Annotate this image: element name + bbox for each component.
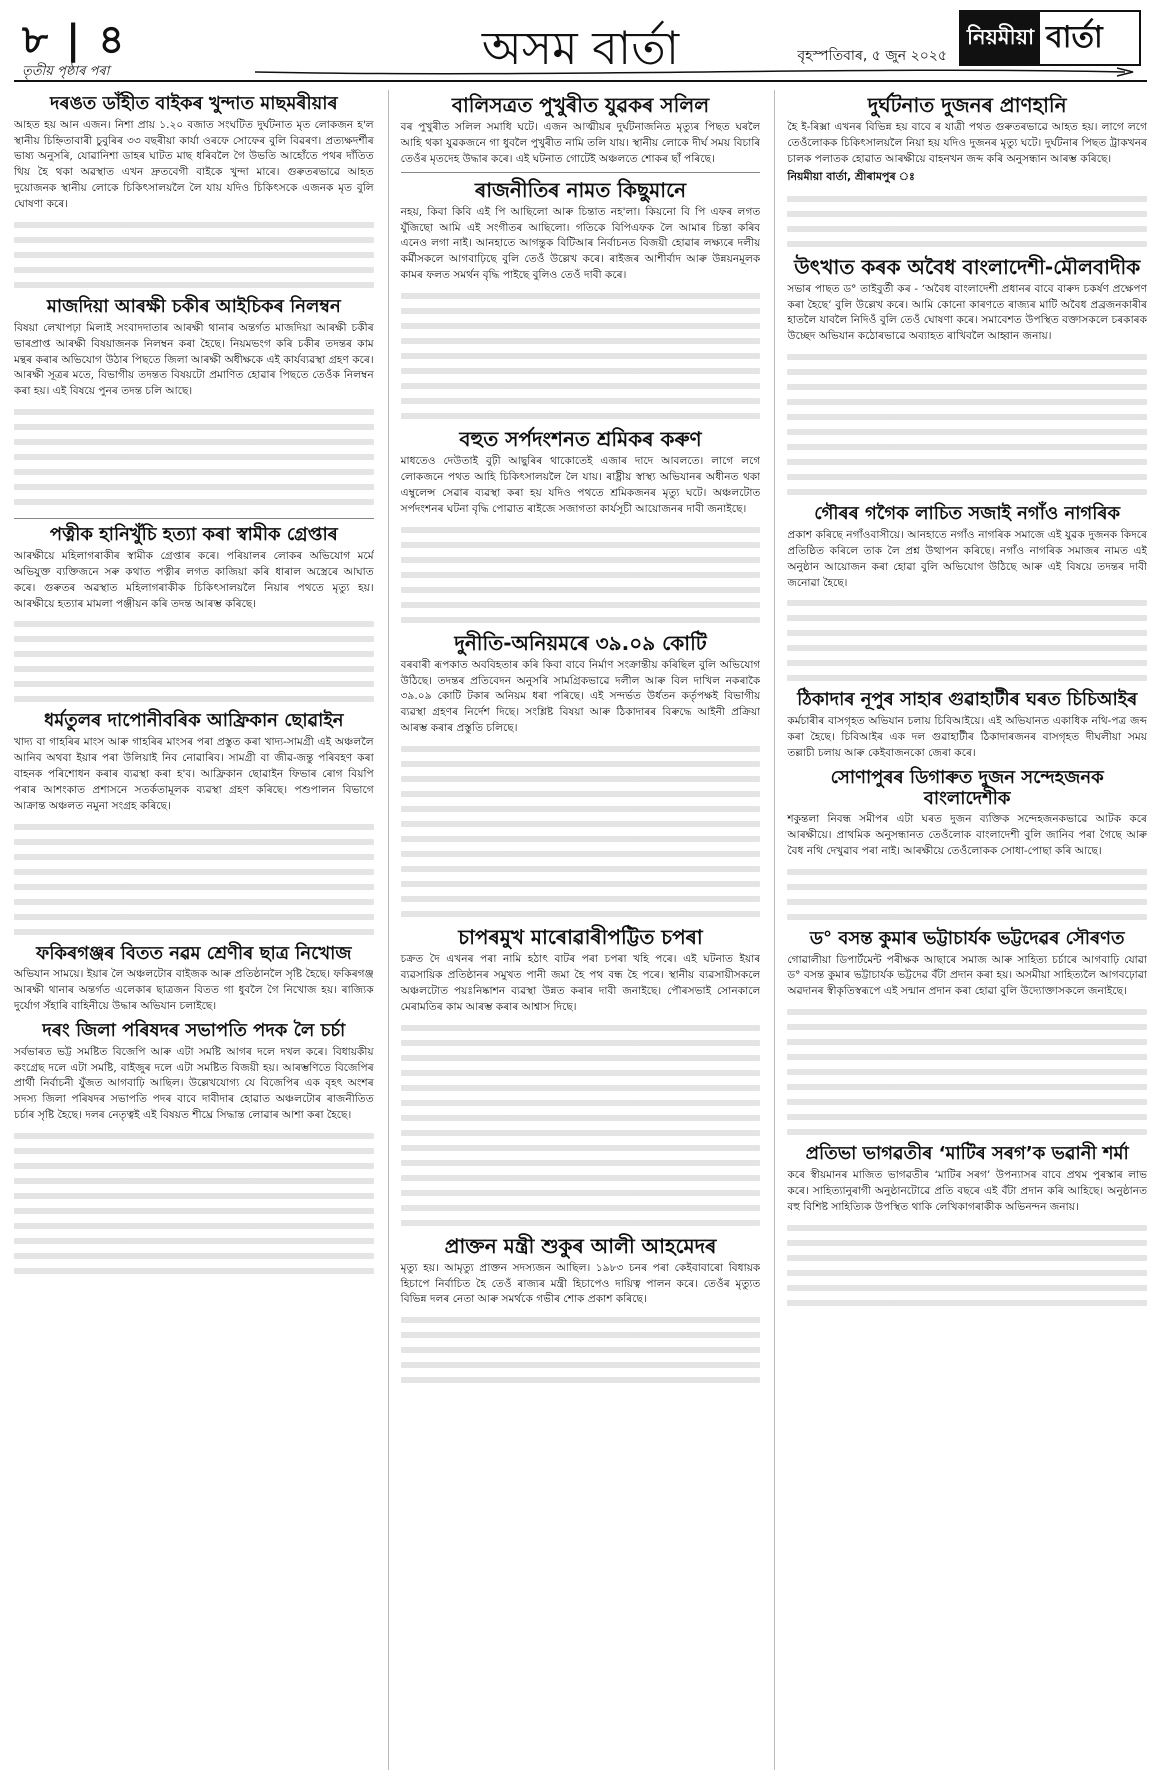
- article-body: হৈ ই-ৰিক্সা এখনৰ বিভিন্ন হয় বাবে ৰ যাত্ৰী পথত গুৰুতৰভাৱে আহত হয়। লাগে লগে তেওঁলোকক চিকিৎসালয়লৈ নিয়া হয় যদিও দুজনৰ মৃত্যু ঘটে। দুৰ্ঘটনাৰ পিছত ট্ৰাকখনৰ চালক পলাতক হোৱাত আৰক্ষীয়ে বাহনখন জব্দ কৰি অনুসন্ধান আৰম্ভ কৰিছে।: [787, 121, 1148, 165]
- column-3: [774, 90, 1147, 1770]
- article-body: সভাৰ পাছত ড° তাইবুৰ্তী কৰ ‑ ‘অবৈধ বাংলাদেশী প্ৰধানৰ বাবে বাৰুদ চকৰ্ষণ প্ৰক্ষেপণ কৰা হৈছে’ বুলি উল্লেখ কৰে। আমি কোনো কাৰণতে ৰাজ্যৰ মাটি অবৈধ প্ৰব্ৰজনকাৰীৰ হাতলৈ যাবলৈ নিদিওঁ বুলি তেওঁ ঘোষণা কৰে। সমাবেশত উপস্থিত বক্তাসকলে চৰকাৰক উচ্ছেদ অভিযান কঠোৰভাৱে অব্যাহত ৰাখিবলৈ আহ্বান জনায়।: [787, 282, 1148, 343]
- article: [14, 711, 374, 934]
- article: [787, 1144, 1147, 1305]
- continued-from-label: তৃতীয় পৃষ্ঠাৰ পৰা: [22, 64, 110, 79]
- article-headline: দৰঙত ডাঁহীত বাইকৰ খুন্দাত মাছমৰীয়াৰ: [50, 93, 338, 114]
- article-body: কৰ্মচাৰীৰ বাসগৃহত অভিযান চলায় চিবিআইয়ে। এই অভিযানত একাধিক নথি-পত্ৰ জব্দ কৰা হৈছে। চিবিআইৰ এক দল গুৱাহাটীৰ ঠিকাদাৰজনৰ বাসগৃহত দীঘলীয়া সময় তল্লাচী চলায় আৰু কেইবাজনকো জেৰা কৰে।: [787, 715, 1148, 759]
- article-body: বৰ পুখুৰীত সলিল সমাধি ঘটে। এজন আত্মীয়ৰ দুৰ্ঘটনাজনিত মৃত্যুৰ পিছত ঘৰলৈ আহি থকা যুৱকজনে গা ধুবলৈ পুখুৰীত নামি তলি যায়। স্থানীয় লোকে দীৰ্ঘ সময় বিচাৰি তেওঁৰ মৃতদেহ উদ্ধাৰ কৰে। এই ঘটনাত গোটেই অঞ্চলতে শোকৰ ছাঁ পৰিছে।: [400, 121, 761, 165]
- article: [401, 926, 761, 1226]
- article-headline: প্ৰাক্তন মন্ত্ৰী শুকুৰ আলী আহমেদৰ: [444, 1233, 717, 1258]
- article-headline: ধৰ্মতুলৰ দাপোনীবৰিক আফ্ৰিকান ছোৱাইন: [44, 710, 344, 732]
- article-text-continuation: [401, 527, 761, 623]
- newspaper-logo: [959, 10, 1141, 66]
- article: [401, 1235, 761, 1384]
- article-text-continuation: [401, 1025, 761, 1226]
- article-text-continuation: [787, 354, 1147, 495]
- masthead: [14, 0, 1147, 82]
- article-headline: উৎখাত কৰক অবৈধ বাংলাদেশী-মৌলবাদীক: [794, 254, 1141, 279]
- article-headline: বালিসত্ৰত পুখুৰীত যুৱকৰ সলিল: [451, 93, 710, 117]
- article-text-continuation: [14, 1133, 374, 1274]
- article-text-continuation: [14, 621, 374, 702]
- article-headline: গৌৰৰ গগৈক লাচিত সজাই নগাঁও নাগৰিক: [814, 503, 1121, 525]
- article: [14, 1021, 374, 1274]
- columns: [14, 82, 1147, 1770]
- article-headline: সোণাপুৰৰ ডিগাৰুত দুজন সন্দেহজনক বাংলাদেশীক: [830, 766, 1104, 809]
- article-body: কৰে স্বীয়মানৰ মাজিত ভাগৱতীৰ ‘মাটিৰ সৰগ’ উপন্যাসৰ বাবে প্ৰথম পুৰস্কাৰ লাভ কৰে। সাহিত্যানুৰাগী অনুষ্ঠানটোৱে প্ৰতি বছৰে এই বঁটা প্ৰদান কৰি আহিছে। অনুষ্ঠানত বহু বিশিষ্ট সাহিত্যিক উপস্থিত থাকি লেখিকাগৰাকীক অভিনন্দন জনায়।: [787, 1168, 1148, 1213]
- article-text-continuation: [787, 869, 1147, 920]
- article: [14, 525, 374, 702]
- article-body: আহত হয় আন এজন। নিশা প্ৰায় ১.২০ বজাত সংঘটিত দুৰ্ঘটনাত মৃত লোকজন হ'ল স্থানীয় চিহ্নিতাবাৰী চুবুৰিৰ ৩৩ বছৰীয়া কাৰ্যা ওৰফে সোফেৰ বুলি বিৱৰণ। প্ৰত্যক্ষদৰ্শীৰ ভাষ্য অনুসৰি, যোৱানিশা ডাহৰ ঘাটত মাছ ধৰিবলৈ গৈ উভতি আহোঁতে পথৰ দাঁতিত থিয় হৈ থকা অৱস্থাত এখন দ্ৰুতবেগী বাইকে খুন্দা মাৰে। গুৰুতৰভাৱে আহত দুয়োজনক স্থানীয় লোকে চিকিৎসালয়লৈ লৈ যায় যদিও চিকিৎসকে এজনক মৃত বুলি ঘোষণা কৰে।: [14, 118, 374, 211]
- article-headline: দুৰ্ঘটনাত দুজনৰ প্ৰাণহানি: [867, 93, 1067, 117]
- column-1: [14, 90, 374, 1770]
- logo-right-text: বাৰ্তা: [1046, 19, 1103, 55]
- article-headline: চাপৰমুখ মাৰোৱাৰীপট্টিত চপৰা: [458, 925, 703, 950]
- article-headline: প্ৰতিভা ভাগৱতীৰ ‘মাটিৰ সৰগ’ক ভৱানী শৰ্মা: [805, 1143, 1129, 1165]
- article: [14, 297, 374, 519]
- article-body: গোৱালীয়া ডিপাৰ্টমেন্ট পৰীক্ষক আছাৰে সমাজ আৰু সাহিত্য চৰ্চাৰে আগবাঢ়ি যোৱা ড° বসন্ত কুমাৰ ভট্টাচাৰ্যক ভট্টদেৱ বঁটা প্ৰদান কৰা হয়। অসমীয়া সাহিত্যলৈ আগবঢ়োৱা অৱদানৰ স্বীকৃতিস্বৰূপে এই সন্মান প্ৰদান কৰা হোৱা বুলি উদ্যোক্তাসকলে জনাইছে।: [787, 953, 1148, 998]
- article-body: মৃত্যু হয়। আমৃত্যু প্ৰাক্তন সদস্যজন আছিল। ১৯৮৩ চনৰ পৰা কেইবাবাৰো বিধায়ক হিচাপে নিৰ্বাচিত হৈ তেওঁ ৰাজ্যৰ মন্ত্ৰী হিচাপেও দায়িত্ব পালন কৰে। তেওঁৰ মৃত্যুত বিভিন্ন দলৰ নেতা আৰু সমৰ্থকে গভীৰ শোক প্ৰকাশ কৰিছে।: [400, 1261, 761, 1306]
- article-body: সৰ্বভাৰত ভট্ট সমষ্টিত বিজেপি আৰু এটা সমষ্টি আগৰ দলে দখল কৰে। বিধায়কীয় কংগ্ৰেছ দলে এটা সমষ্টি, বাইজুৰ দলে এটা সমষ্টিত বিজয়ী হয়। আৰম্ভণিতে বিজেপিৰ প্ৰাৰ্থী নিৰ্বাচনী যুঁজত আগবাঢ়ি আছিল। উল্লেখযোগ্য যে বিজেপিৰ এক বৃহৎ অংশৰ সদস্য জিলা পৰিষদৰ সভাপতি পদৰ বাবে দাবীদাৰ হোৱাত অঞ্চলটোৰ ৰাজনীতিত চৰ্চাৰ সৃষ্টি হৈছে। দলৰ নেতৃত্বই এই বিষয়ত শীঘ্ৰে সিদ্ধান্ত লোৱাৰ আশা কৰা হৈছে।: [14, 1045, 374, 1122]
- article: [787, 504, 1147, 681]
- article-text-continuation: [14, 222, 374, 288]
- article-byline: নিয়মীয়া বাৰ্তা, শ্ৰীৰামপুৰ ঃ: [787, 169, 915, 183]
- article: [401, 179, 761, 419]
- article-body: অভিযান সাময়ে। ইয়াৰ লৈ অঞ্চলটোৰ বাইজক আৰু প্ৰতিষ্ঠানলৈ সৃষ্টি হৈছে। ফকিৰগঞ্জ আৰক্ষী থানাৰ অন্তৰ্গত এলেকাৰ ছাত্ৰজন বিতত গা ধুবলৈ গৈ নিখোজ হয়। ৰাজ্যিক দুৰ্যোগ সঁহাৰি বাহিনীয়ে উদ্ধাৰ অভিযান চলাইছে।: [14, 968, 374, 1013]
- article-body: বৰবাৰী ৰূপকাত অববিহতাৰ কৰি কিবা বাবে নিৰ্মাণ সংক্ৰান্তীয় কৰিছিল বুলি অভিযোগ উঠিছে। তদন্তৰ প্ৰতিবেদন অনুসৰি সামগ্ৰিকভাৱে দলীল আৰু বিল দাখিল নকৰাকৈ ৩৯.০৯ কোটি টকাৰ অনিয়ম ধৰা পৰিছে। এই সন্দৰ্ভত উৰ্ধতন কৰ্তৃপক্ষই বিভাগীয় ব্যৱস্থা গ্ৰহণৰ নিৰ্দেশ দিছে। সংশ্লিষ্ট বিষয়া আৰু ঠিকাদাৰৰ বিৰুদ্ধে আইনী প্ৰক্ৰিয়া আৰম্ভ কৰাৰ প্ৰস্তুতি চলিছে।: [400, 658, 761, 735]
- article-headline: পত্নীক হানিখুঁচি হত্যা কৰা স্বামীক গ্ৰেপ্তাৰ: [49, 524, 338, 546]
- article-text-continuation: [787, 600, 1147, 681]
- logo-left-text: নিয়মীয়া: [961, 12, 1040, 64]
- article-text-continuation: [787, 1009, 1147, 1135]
- article-body: মাধতেও দেউতাই বুঢ়ী আছুৰিৰ থাকোতেই এজাৰ দাদে আবলতে। লাগে লগে লোকজনে পথত আহি চিকিৎসালয়লৈ লৈ যায়। ৰাষ্ট্ৰীয় স্বাস্থ্য অভিযানৰ অধীনত থকা এম্বুলেন্স সেৱাৰ ব্যৱস্থা কৰা হয় যদিও পথতে শ্ৰমিকজনৰ মৃত্যু ঘটে। অঞ্চলটোত সৰ্পদংশনৰ ঘটনা বৃদ্ধি পোৱাত ৰাইজে সজাগতা কাৰ্যসূচী আয়োজনৰ দাবী জনাইছে।: [400, 455, 761, 515]
- article-headline: দৰং জিলা পৰিষদৰ সভাপতি পদক লৈ চৰ্চা: [42, 1019, 346, 1041]
- article-text-continuation: [401, 293, 761, 419]
- article: [787, 94, 1147, 247]
- article-headline: মাজদিয়া আৰক্ষী চকীৰ আইচিকৰ নিলম্বন: [46, 296, 341, 318]
- article-headline: বহুত সৰ্পদংশনত শ্ৰমিকৰ কৰুণ: [459, 427, 702, 452]
- article-text-continuation: [14, 824, 374, 935]
- article: [401, 94, 761, 173]
- article-body: খাদ্য বা গাহৰিৰ মাংস আৰু গাহৰিৰ মাংসৰ পৰা প্ৰস্তুত কৰা খাদ্য-সামগ্ৰী এই অঞ্চললৈ আনিব অথবা ইয়াৰ পৰা উলিয়াই নিব নোৱাৰিব। সামগ্ৰী বা জীৱ-জন্তু পৰিবহণ কৰা বাহনক পৰিশোধন কৰাৰ ব্যৱস্থা কৰা হ'ব। আফ্ৰিকান ছোৱাইন ফিভাৰ ৰোগ বিয়পি পৰাৰ আশংকাত প্ৰশাসনে সতৰ্কতামূলক ব্যৱস্থা গ্ৰহণ কৰিছে। পশুপালন বিভাগে আক্ৰান্ত অঞ্চলত নমুনা সংগ্ৰহ কৰিছে।: [14, 736, 374, 812]
- article-headline: ফকিৰগঞ্জৰ বিতত নৱম শ্ৰেণীৰ ছাত্ৰ নিখোজ: [36, 942, 352, 964]
- section-title: অসম বাৰ্তা: [481, 21, 680, 75]
- article: [787, 929, 1147, 1135]
- article-headline: ৰাজনীতিৰ নামত কিছুমানে: [474, 177, 687, 202]
- article-headline: ঠিকাদাৰ নূপুৰ সাহাৰ গুৱাহাটীৰ ঘৰত চিচিআইৰ: [797, 689, 1138, 711]
- article-text-continuation: [787, 1225, 1147, 1306]
- article: [787, 256, 1147, 496]
- article: [787, 690, 1147, 761]
- article-body: শকুন্তলা নিবন্ধ সমীপৰ এটা ঘৰত দুজন ব্যক্তিক সন্দেহজনকভাৱে আটক কৰে আৰক্ষীয়ে। প্ৰাথমিক অনুসন্ধানত তেওঁলোক বাংলাদেশী বুলি জানিব পৰা গৈছে আৰু বৈধ নথি দেখুৱাব পৰা নাই। আৰক্ষীয়ে তেওঁলোকক সোধা-পোছা কৰি আছে।: [787, 813, 1148, 857]
- article-headline: দুনীতি-অনিয়মৰে ৩৯.০৯ কোটি: [454, 630, 707, 655]
- article-body: আৰক্ষীয়ে মহিলাগৰাকীৰ স্বামীক গ্ৰেপ্তাৰ কৰে। পৰিয়ালৰ লোকৰ অভিযোগ মৰ্মে অভিযুক্ত ব্যক্তিজনে সৰু কথাত পত্নীৰ লগত কাজিয়া কৰি ধাৰাল অস্ত্ৰেৰে আঘাত কৰে। গুৰুতৰ অৱস্থাত মহিলাগৰাকীক চিকিৎসালয়লৈ নিয়াৰ পথতে মৃত্যু হয়। আৰক্ষীয়ে হত্যাৰ মামলা পঞ্জীয়ন কৰি তদন্ত আৰম্ভ কৰিছে।: [14, 549, 374, 610]
- article-body: প্ৰকাশ কৰিছে নগাঁওবাসীয়ে। আনহাতে নগাঁও নাগৰিক সমাজে এই যুৱক দুজনক কিদৰে প্ৰতিষ্ঠিত কৰিলে তাক লৈ প্ৰশ্ন উত্থাপন কৰিছে। নগাঁও নাগৰিক সমাজৰ নামত এই অনুষ্ঠান আয়োজন কৰা হোৱা বুলি অভিযোগ উঠিছে আৰু এই বিষয়ে তদন্তৰ দাবী জনোৱা হৈছে।: [787, 528, 1148, 589]
- article: [787, 768, 1147, 920]
- article-body: নহয়, কিবা কিবি এই পি আছিলো আৰু চিন্তাত নহ'লা। কিয়নো বি পি এফৰ লগত যুঁজিছো আমি এই সংগীতৰ আছিলো। গতিকে বিপিএফক লৈ আমাৰ চিন্তা কৰিব এনেও লগা নাই। আনহাতে আগন্তুক বিটিআৰ নিৰ্বাচনত বিজয়ী হোৱাৰ লক্ষ্যৰে দলীয় কৰ্মীসকলে আগবাঢ়িছে বুলি তেওঁ উল্লেখ কৰে। ৰাইজৰ আশীৰ্বাদ আৰু উন্নয়নমূলক কামৰ ফলত সমৰ্থন বৃদ্ধি পাইছে বুলিও তেওঁ দাবী কৰে।: [400, 205, 761, 282]
- column-2: [388, 90, 761, 1770]
- article-text-continuation: [787, 196, 1147, 247]
- masthead-swoosh-icon: [255, 66, 1135, 78]
- article: [14, 944, 374, 1015]
- page-number: ৮ | ৪: [22, 16, 127, 63]
- article: [401, 428, 761, 623]
- article-body: বিষয়া লেখাপঢ়া মিলাই সংবাদদাতাৰ আৰক্ষী থানাৰ অন্তৰ্গত মাজদিয়া আৰক্ষী চকীৰ ভাৰপ্ৰাপ্ত আৰক্ষী বিষয়াজনক নিলম্বন কৰা হৈছে। নিয়মভংগ কৰি চকীৰ তদন্তৰ কাম মন্থৰ কৰাৰ অভিযোগ উঠাৰ পিছতে জিলা আৰক্ষী অধীক্ষকে এই কাৰ্যব্যৱস্থা গ্ৰহণ কৰে। আৰক্ষী সূত্ৰৰ মতে, বিভাগীয় তদন্তত বিষয়টো প্ৰমাণিত হোৱাৰ পিছতে তেওঁক নিলম্বন কৰা হয়। এই বিষয়ে পুনৰ তদন্ত চলি আছে।: [14, 321, 374, 398]
- article: [401, 632, 761, 917]
- article: [14, 94, 374, 288]
- article-text-continuation: [14, 409, 374, 505]
- article-body: চক্ৰত দৈ এখনৰ পৰা নামি হঠাৎ বাটৰ পৰা চপৰা খহি পৰে। এই ঘটনাত ইয়াৰ ব্যৱসায়িক প্ৰতিষ্ঠানৰ সমুখত পানী জমা হৈ পথ বন্ধ হৈ পৰে। স্থানীয় ব্যৱসায়ীসকলে অঞ্চলটোত পয়ঃনিষ্কাশন ব্যৱস্থা উন্নত কৰাৰ দাবী জনাইছে। পৌৰসভাই সোনকালে মেৰামতিৰ কাম আৰম্ভ কৰাৰ আশ্বাস দিছে।: [400, 953, 761, 1013]
- article-text-continuation: [401, 746, 761, 917]
- article-text-continuation: [401, 1317, 761, 1383]
- issue-date: বৃহস্পতিবাৰ, ৫ জুন ২০২৫: [797, 48, 947, 64]
- article-headline: ড° বসন্ত কুমাৰ ভট্টাচাৰ্যক ভট্টদেৱৰ সৌৰণত: [809, 927, 1125, 949]
